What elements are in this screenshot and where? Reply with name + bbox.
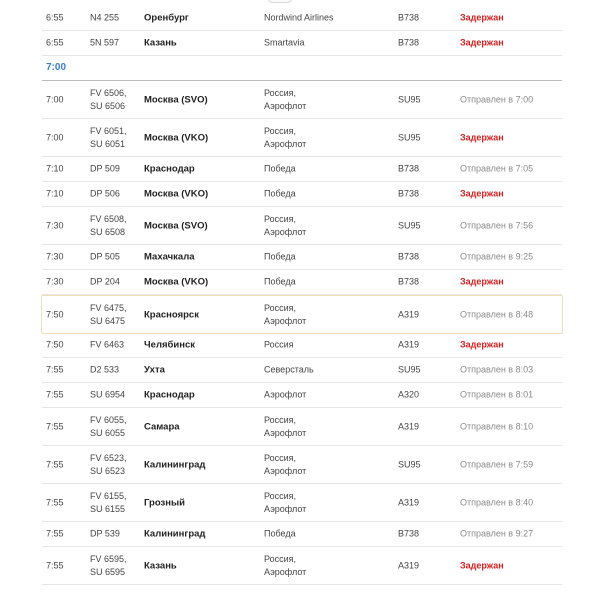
flight-status: Отправлен в 8:48 xyxy=(460,309,534,319)
destination-city[interactable]: Москва (VKO) xyxy=(144,276,209,288)
aircraft-type: A319 xyxy=(398,497,420,507)
airline-name-line: Победа xyxy=(264,188,296,199)
flight-row[interactable] xyxy=(42,6,562,31)
airline-name-line: Победа xyxy=(264,163,296,174)
flight-row[interactable] xyxy=(42,446,562,484)
flight-number-line: FV 6051, xyxy=(90,125,127,136)
flight-number xyxy=(90,125,127,151)
flight-number-line: DP 505 xyxy=(90,251,120,262)
airline-name-line: Россия, xyxy=(264,490,297,501)
aircraft-type: SU95 xyxy=(398,364,421,375)
destination-city[interactable]: Красноярск xyxy=(144,309,199,320)
flight-number-line: DP 204 xyxy=(90,276,120,287)
flight-row[interactable] xyxy=(42,547,562,585)
flight-row[interactable] xyxy=(42,31,562,56)
flight-number xyxy=(90,490,127,516)
flight-status: Задержан xyxy=(460,276,504,287)
airline-name xyxy=(264,213,306,239)
aircraft-type: A319 xyxy=(398,560,420,570)
flight-number-line: DP 539 xyxy=(90,528,120,539)
airline-name-line: Аэрофлот xyxy=(264,465,307,476)
departure-time: 7:55 xyxy=(46,459,64,469)
airline-name-line: Аэрофлот xyxy=(264,503,307,514)
airline-name xyxy=(264,553,306,579)
flight-row[interactable] xyxy=(42,245,562,270)
flight-number-line: SU 6508 xyxy=(90,226,126,237)
aircraft-type: B738 xyxy=(398,163,420,174)
airline-name-line: Smartavia xyxy=(264,37,305,48)
aircraft-type: B738 xyxy=(398,188,420,199)
flight-number-line: D2 533 xyxy=(90,364,120,375)
flight-number-line: FV 6508, xyxy=(90,213,127,224)
airline-name xyxy=(264,389,306,402)
flight-number-line: SU 6475 xyxy=(90,315,126,326)
airline-name-line: Аэрофлот xyxy=(264,226,307,237)
departure-time: 7:55 xyxy=(46,497,64,507)
flight-number xyxy=(90,37,119,50)
flight-status: Задержан xyxy=(460,339,504,350)
airline-name-line: Россия, xyxy=(264,87,297,98)
airline-name-line: Аэрофлот xyxy=(264,427,307,438)
flight-number-line: DP 509 xyxy=(90,163,120,174)
flight-status: Задержан xyxy=(460,37,504,48)
departure-time: 7:00 xyxy=(46,132,64,142)
flight-number-line: FV 6506, xyxy=(90,87,127,98)
flight-row[interactable] xyxy=(42,182,562,207)
hour-separator xyxy=(42,56,562,81)
departure-time: 7:10 xyxy=(46,188,64,199)
flight-status: Отправлен в 8:40 xyxy=(460,497,534,507)
airline-name-line: Россия, xyxy=(264,553,297,564)
airline-name xyxy=(264,163,296,176)
flight-number-line: SU 6055 xyxy=(90,427,126,438)
aircraft-type: B738 xyxy=(398,251,420,262)
flight-number-line: 5N 597 xyxy=(90,37,120,48)
airline-name-line: Россия, xyxy=(264,213,297,224)
departure-time: 7:30 xyxy=(46,220,64,230)
destination-city[interactable]: Казань xyxy=(144,37,177,49)
departure-time: 6:55 xyxy=(46,12,64,23)
flight-number xyxy=(90,213,127,239)
airline-name-line: Аэрофлот xyxy=(264,315,307,326)
flight-row[interactable] xyxy=(42,119,562,157)
flight-number xyxy=(90,163,120,176)
airline-name-line: Победа xyxy=(264,276,296,287)
airline-name-line: Россия, xyxy=(264,302,297,313)
flight-row[interactable] xyxy=(42,408,562,446)
destination-city[interactable]: Москва (SVO) xyxy=(144,220,208,231)
flight-row[interactable] xyxy=(42,333,562,358)
flight-row[interactable] xyxy=(42,383,562,408)
destination-city[interactable]: Ухта xyxy=(144,364,165,376)
flight-row[interactable] xyxy=(42,270,562,295)
destination-city[interactable]: Москва (VKO) xyxy=(144,132,209,143)
airline-name xyxy=(264,276,296,289)
airline-name xyxy=(264,12,334,25)
destination-city[interactable]: Грозный xyxy=(144,497,185,508)
departure-time: 7:30 xyxy=(46,251,64,262)
top-tab-fragment xyxy=(268,0,292,3)
airline-name xyxy=(264,251,296,264)
flight-status: Задержан xyxy=(460,12,504,23)
flight-number xyxy=(90,364,119,377)
flight-number xyxy=(90,528,120,541)
flight-number-line: SU 6051 xyxy=(90,138,126,149)
aircraft-type: B738 xyxy=(398,37,420,48)
flight-number-line: FV 6463 xyxy=(90,339,125,350)
flight-number xyxy=(90,389,125,402)
departure-time: 7:50 xyxy=(46,339,64,350)
airline-name-line: Северсталь xyxy=(264,364,314,375)
departure-time: 7:55 xyxy=(46,421,64,431)
flight-number xyxy=(90,12,119,25)
departure-time: 7:55 xyxy=(46,389,64,400)
flight-number-line: FV 6523, xyxy=(90,452,127,463)
airline-name xyxy=(264,87,306,113)
flight-number xyxy=(90,414,127,440)
airline-name xyxy=(264,528,296,541)
flight-row[interactable] xyxy=(42,81,562,119)
airline-name xyxy=(264,188,296,201)
flight-number-line: FV 6155, xyxy=(90,490,127,501)
destination-city[interactable]: Махачкала xyxy=(144,251,195,263)
flight-status: Задержан xyxy=(460,188,504,199)
flight-number xyxy=(90,452,127,478)
aircraft-type: B738 xyxy=(398,276,420,287)
departure-time: 7:55 xyxy=(46,528,64,539)
aircraft-type: A319 xyxy=(398,421,420,431)
flight-row[interactable] xyxy=(42,484,562,522)
aircraft-type: B738 xyxy=(398,528,420,539)
airline-name-line: Россия xyxy=(264,339,294,350)
flight-status: Задержан xyxy=(460,132,504,142)
airline-name-line: Победа xyxy=(264,251,296,262)
airline-name xyxy=(264,452,306,478)
flight-number-line: SU 6155 xyxy=(90,503,126,514)
aircraft-type: SU95 xyxy=(398,132,421,142)
airline-name-line: Аэрофлот xyxy=(264,389,307,400)
airline-name xyxy=(264,414,306,440)
flight-row[interactable] xyxy=(41,295,563,334)
departure-time: 7:10 xyxy=(46,163,64,174)
flight-status: Отправлен в 7:05 xyxy=(460,163,534,174)
flight-number-line: SU 6595 xyxy=(90,566,126,577)
departure-time: 7:00 xyxy=(46,94,64,104)
aircraft-type: A319 xyxy=(398,339,420,350)
airline-name-line: Победа xyxy=(264,528,296,539)
destination-city[interactable]: Самара xyxy=(144,421,180,432)
flight-number-line: FV 6055, xyxy=(90,414,127,425)
airline-name xyxy=(264,37,305,50)
airline-name xyxy=(264,490,306,516)
airline-name-line: Россия, xyxy=(264,452,297,463)
destination-city[interactable]: Краснодар xyxy=(144,389,195,401)
airline-name-line: Аэрофлот xyxy=(264,138,307,149)
flight-row[interactable] xyxy=(42,358,562,383)
airline-name xyxy=(264,339,294,352)
flight-number xyxy=(90,251,120,264)
destination-city[interactable]: Москва (SVO) xyxy=(144,94,208,105)
flight-number xyxy=(90,276,120,289)
flight-number-line: SU 6506 xyxy=(90,100,126,111)
airline-name xyxy=(264,302,306,328)
flight-number-line: FV 6595, xyxy=(90,553,127,564)
destination-city[interactable]: Казань xyxy=(144,560,177,571)
airline-name-line: Аэрофлот xyxy=(264,100,307,111)
aircraft-type: SU95 xyxy=(398,220,421,230)
aircraft-type: B738 xyxy=(398,12,420,23)
flight-number xyxy=(90,302,127,328)
airline-name-line: Аэрофлот xyxy=(264,566,307,577)
hour-label: 7:00 xyxy=(46,62,67,73)
flight-number xyxy=(90,553,127,579)
destination-city[interactable]: Калининград xyxy=(144,459,206,470)
airline-name xyxy=(264,364,314,377)
flight-status: Отправлен в 8:10 xyxy=(460,421,534,431)
flight-row[interactable] xyxy=(42,522,562,547)
aircraft-type: SU95 xyxy=(398,94,421,104)
flight-row[interactable] xyxy=(42,157,562,182)
airline-name xyxy=(264,125,306,151)
flight-row[interactable] xyxy=(42,207,562,245)
departure-time: 7:50 xyxy=(46,309,64,319)
aircraft-type: SU95 xyxy=(398,459,421,469)
flight-number-line: FV 6475, xyxy=(90,302,127,313)
flight-status: Отправлен в 7:00 xyxy=(460,94,534,104)
flight-status: Отправлен в 7:56 xyxy=(460,220,534,230)
flight-status: Отправлен в 9:27 xyxy=(460,528,534,539)
aircraft-type: A320 xyxy=(398,389,420,400)
airline-name-line: Россия, xyxy=(264,125,297,136)
destination-city[interactable]: Москва (VKO) xyxy=(144,188,209,200)
destination-city[interactable]: Калининград xyxy=(144,528,206,540)
flight-number-line: N4 255 xyxy=(90,12,120,23)
flight-number xyxy=(90,188,120,201)
flight-status: Отправлен в 8:03 xyxy=(460,364,534,375)
destination-city[interactable]: Оренбург xyxy=(144,12,189,24)
flight-number-line: SU 6523 xyxy=(90,465,126,476)
flight-number-line: SU 6954 xyxy=(90,389,126,400)
airline-name-line: Nordwind Airlines xyxy=(264,12,334,23)
destination-city[interactable]: Челябинск xyxy=(144,339,196,351)
flight-number xyxy=(90,339,124,352)
flight-status: Отправлен в 9:25 xyxy=(460,251,534,262)
flight-number xyxy=(90,87,127,113)
departure-time: 6:55 xyxy=(46,37,64,48)
airline-name-line: Россия, xyxy=(264,414,297,425)
departure-time: 7:30 xyxy=(46,276,64,287)
flight-number-line: DP 506 xyxy=(90,188,120,199)
aircraft-type: A319 xyxy=(398,309,420,319)
flight-status: Задержан xyxy=(460,560,504,570)
flight-status: Отправлен в 8:01 xyxy=(460,389,534,400)
destination-city[interactable]: Краснодар xyxy=(144,163,195,175)
departure-time: 7:55 xyxy=(46,560,64,570)
departure-time: 7:55 xyxy=(46,364,64,375)
flight-status: Отправлен в 7:59 xyxy=(460,459,534,469)
